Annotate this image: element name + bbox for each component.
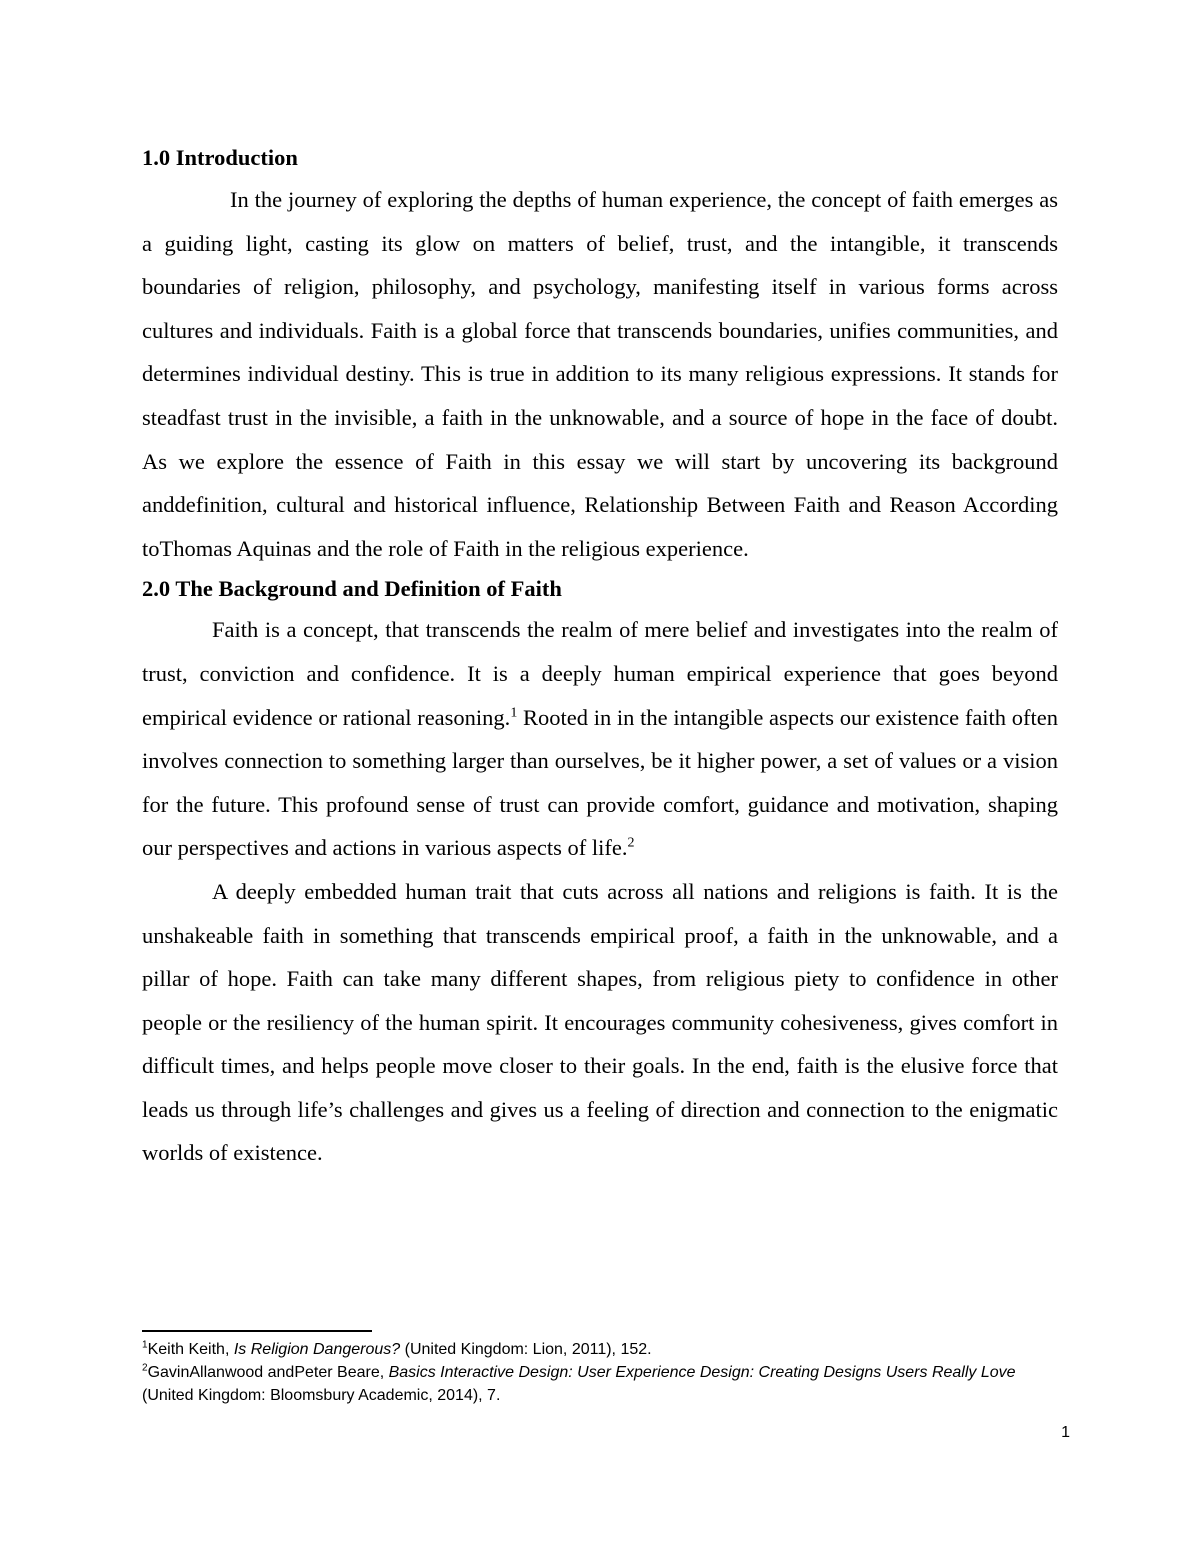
body-text	[142, 140, 1058, 1175]
footnote-publication: (United Kingdom: Bloomsbury Academic, 2014), 7.	[142, 1387, 501, 1404]
section-heading-background: 2.0 The Background and Definition of Faith	[142, 576, 562, 602]
footnote-1	[142, 1338, 1058, 1361]
footnote-separator	[142, 1330, 372, 1332]
footnote-author: GavinAllanwood andPeter Beare,	[147, 1364, 389, 1381]
footnote-author: Keith Keith,	[147, 1341, 234, 1358]
paragraph-text: Rooted in in the intangible aspects our existence faith often involves connection to something larger than ourselves, be it higher power, a set of values or a vision for the future. This profound sense of trust can provide comfort, guidance and motivation, shaping our perspectives and actions in various aspects of life.	[142, 704, 1058, 861]
paragraph-text: Faith is a concept, that transcends the realm of mere belief and investigates into the realm of trust, conviction and confidence. It is a deeply human empirical experience that goes beyond empirical evidence or rational reasoning.	[142, 617, 1058, 730]
paragraph-introduction: In the journey of exploring the depths of human experience, the concept of faith emerges as a guiding light, casting its glow on matters of belief, trust, and the intangible, it transcends boundaries of religion, philosophy, and psychology, manifesting itself in various forms across cultures and individuals. Faith is a global force that transcends boundaries, unifies communities, and determines individual destiny. This is true in addition to its many religious expressions. It stands for steadfast trust in the invisible, a faith in the unknowable, and a source of hope in the face of doubt. As we explore the essence of Faith in this essay we will start by uncovering its background anddefinition, cultural and historical influence, Relationship Between Faith and Reason According toThomas Aquinas and the role of Faith in the religious experience.	[142, 187, 1058, 561]
footnote-publication: (United Kingdom: Lion, 2011), 152.	[400, 1341, 652, 1358]
page-number: 1	[1061, 1424, 1070, 1441]
paragraph-background-1	[142, 608, 1058, 870]
footnotes	[142, 1338, 1058, 1407]
paragraph-background-2: A deeply embedded human trait that cuts across all nations and religions is faith. It is the unshakeable faith in something that transcends empirical proof, a faith in the unknowable, and a pillar of hope. Faith can take many different shapes, from religious piety to confidence in other people or the resiliency of the human spirit. It encourages community cohesiveness, gives comfort in difficult times, and helps people move closer to their goals. In the end, faith is the elusive force that leads us through life’s challenges and gives us a feeling of direction and connection to the enigmatic worlds of existence.	[142, 878, 1058, 1166]
footnote-title: Basics Interactive Design: User Experience Design: Creating Designs Users Really Love	[388, 1364, 1016, 1381]
footnote-number: 2	[142, 1362, 148, 1374]
footnote-2	[142, 1361, 1058, 1407]
footnote-ref-1[interactable]: 1	[510, 705, 518, 721]
footnote-title: Is Religion Dangerous?	[233, 1341, 401, 1358]
footnote-ref-2[interactable]: 2	[627, 835, 635, 851]
section-heading-introduction: 1.0 Introduction	[142, 145, 298, 170]
footnote-number: 1	[142, 1339, 148, 1351]
